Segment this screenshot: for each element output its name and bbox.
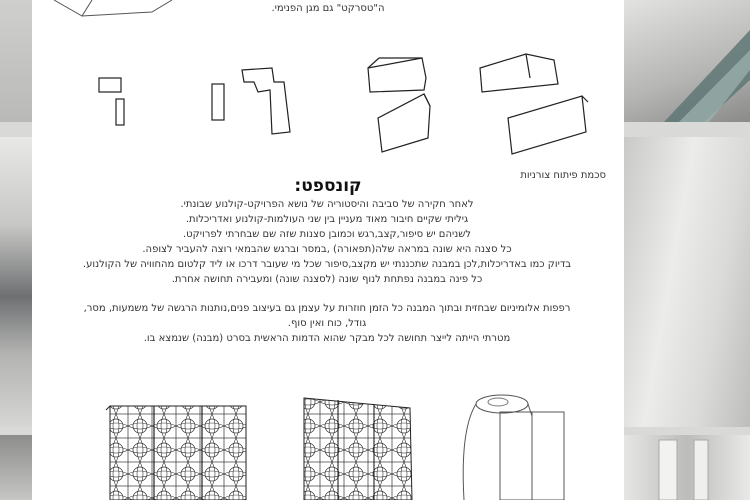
sketch-box-pair-1 (368, 58, 430, 152)
sketch-l-shape (242, 68, 290, 134)
sketch-box-pair-2 (480, 54, 588, 154)
render-thumbnail-left-middle (0, 137, 32, 427)
sketch-louver-panel-perspective (304, 398, 412, 500)
render-thumbnail-left-bottom (0, 435, 32, 500)
paragraph-line: כל סצנה היא שונה במראה שלה(תפאורה) ,במסר וברגש שהבמאי רוצה להעביר לצופה. (142, 244, 512, 255)
paragraph-line: כל פינה במבנה נפתחת לנוף שונה (לסצנה שונה) ומעבירה תחושה אחרת. (171, 274, 483, 285)
paragraph-line: מטרתי הייתה לייצר תחושה לכל מבקר שהוא הדמות הראשית בסרט (מבנה) שנמצא בו. (143, 333, 511, 344)
render-thumbnail-right-bottom (624, 435, 750, 500)
concept-heading: קונספט: (294, 176, 362, 196)
concept-paragraph-1 (52, 197, 602, 287)
paragraph-line: בדיוק כמו באדריכלות,לכן במבנה שתכננתי יש מקצב,סיפור שכל מי שעובר דרכו או ליד קלטום מהחוויה של הקולנוע. (82, 259, 572, 270)
paragraph-line: גיליתי שקיים חיבור מאוד מעניין בין שני העולמות-קולנוע ואדריכלות. (185, 214, 469, 225)
paragraph-line: לשניהם יש סיפור,קצב,רגש וכמובן סצנות שזה שם שבחרתי לפרויקט. (183, 229, 471, 240)
glass-facade-render (624, 0, 750, 122)
concept-paragraph-2 (52, 301, 602, 346)
louver-pattern-sketches (32, 390, 624, 500)
sketch-louver-panel-flat (106, 406, 246, 500)
render-thumbnail-left-top (0, 0, 32, 122)
paragraph-line: לאחר חקירה של סביבה והיסטוריה של נושא הפרויקט-קולנוע שבונתי. (180, 199, 474, 210)
sketch-small-rect-top (99, 78, 121, 92)
columns-render (624, 435, 750, 500)
sketch-cylinder-module (463, 395, 564, 500)
intro-line: ה"טסרקט" גם מגן הפנימי. (271, 3, 385, 14)
render-thumbnail-right-middle (624, 137, 750, 427)
form-development-diagram (32, 48, 624, 158)
render-thumbnail-right-top (624, 0, 750, 122)
concept-sheet (32, 0, 624, 500)
diagram-caption: סכמת פיתוח צורניות (520, 170, 606, 181)
sketch-bar (212, 84, 224, 120)
sketch-small-rect-bottom (116, 99, 124, 125)
paragraph-line: גודל, כוח ואין סוף. (287, 318, 367, 329)
paragraph-line: רפפות אלומיניום שבחזית ובתוך המבנה כל הזמן חוזרות על עצמן גם בעיצוב פנים,נותנות הרגשה של משמעות, מסר, (83, 303, 571, 314)
